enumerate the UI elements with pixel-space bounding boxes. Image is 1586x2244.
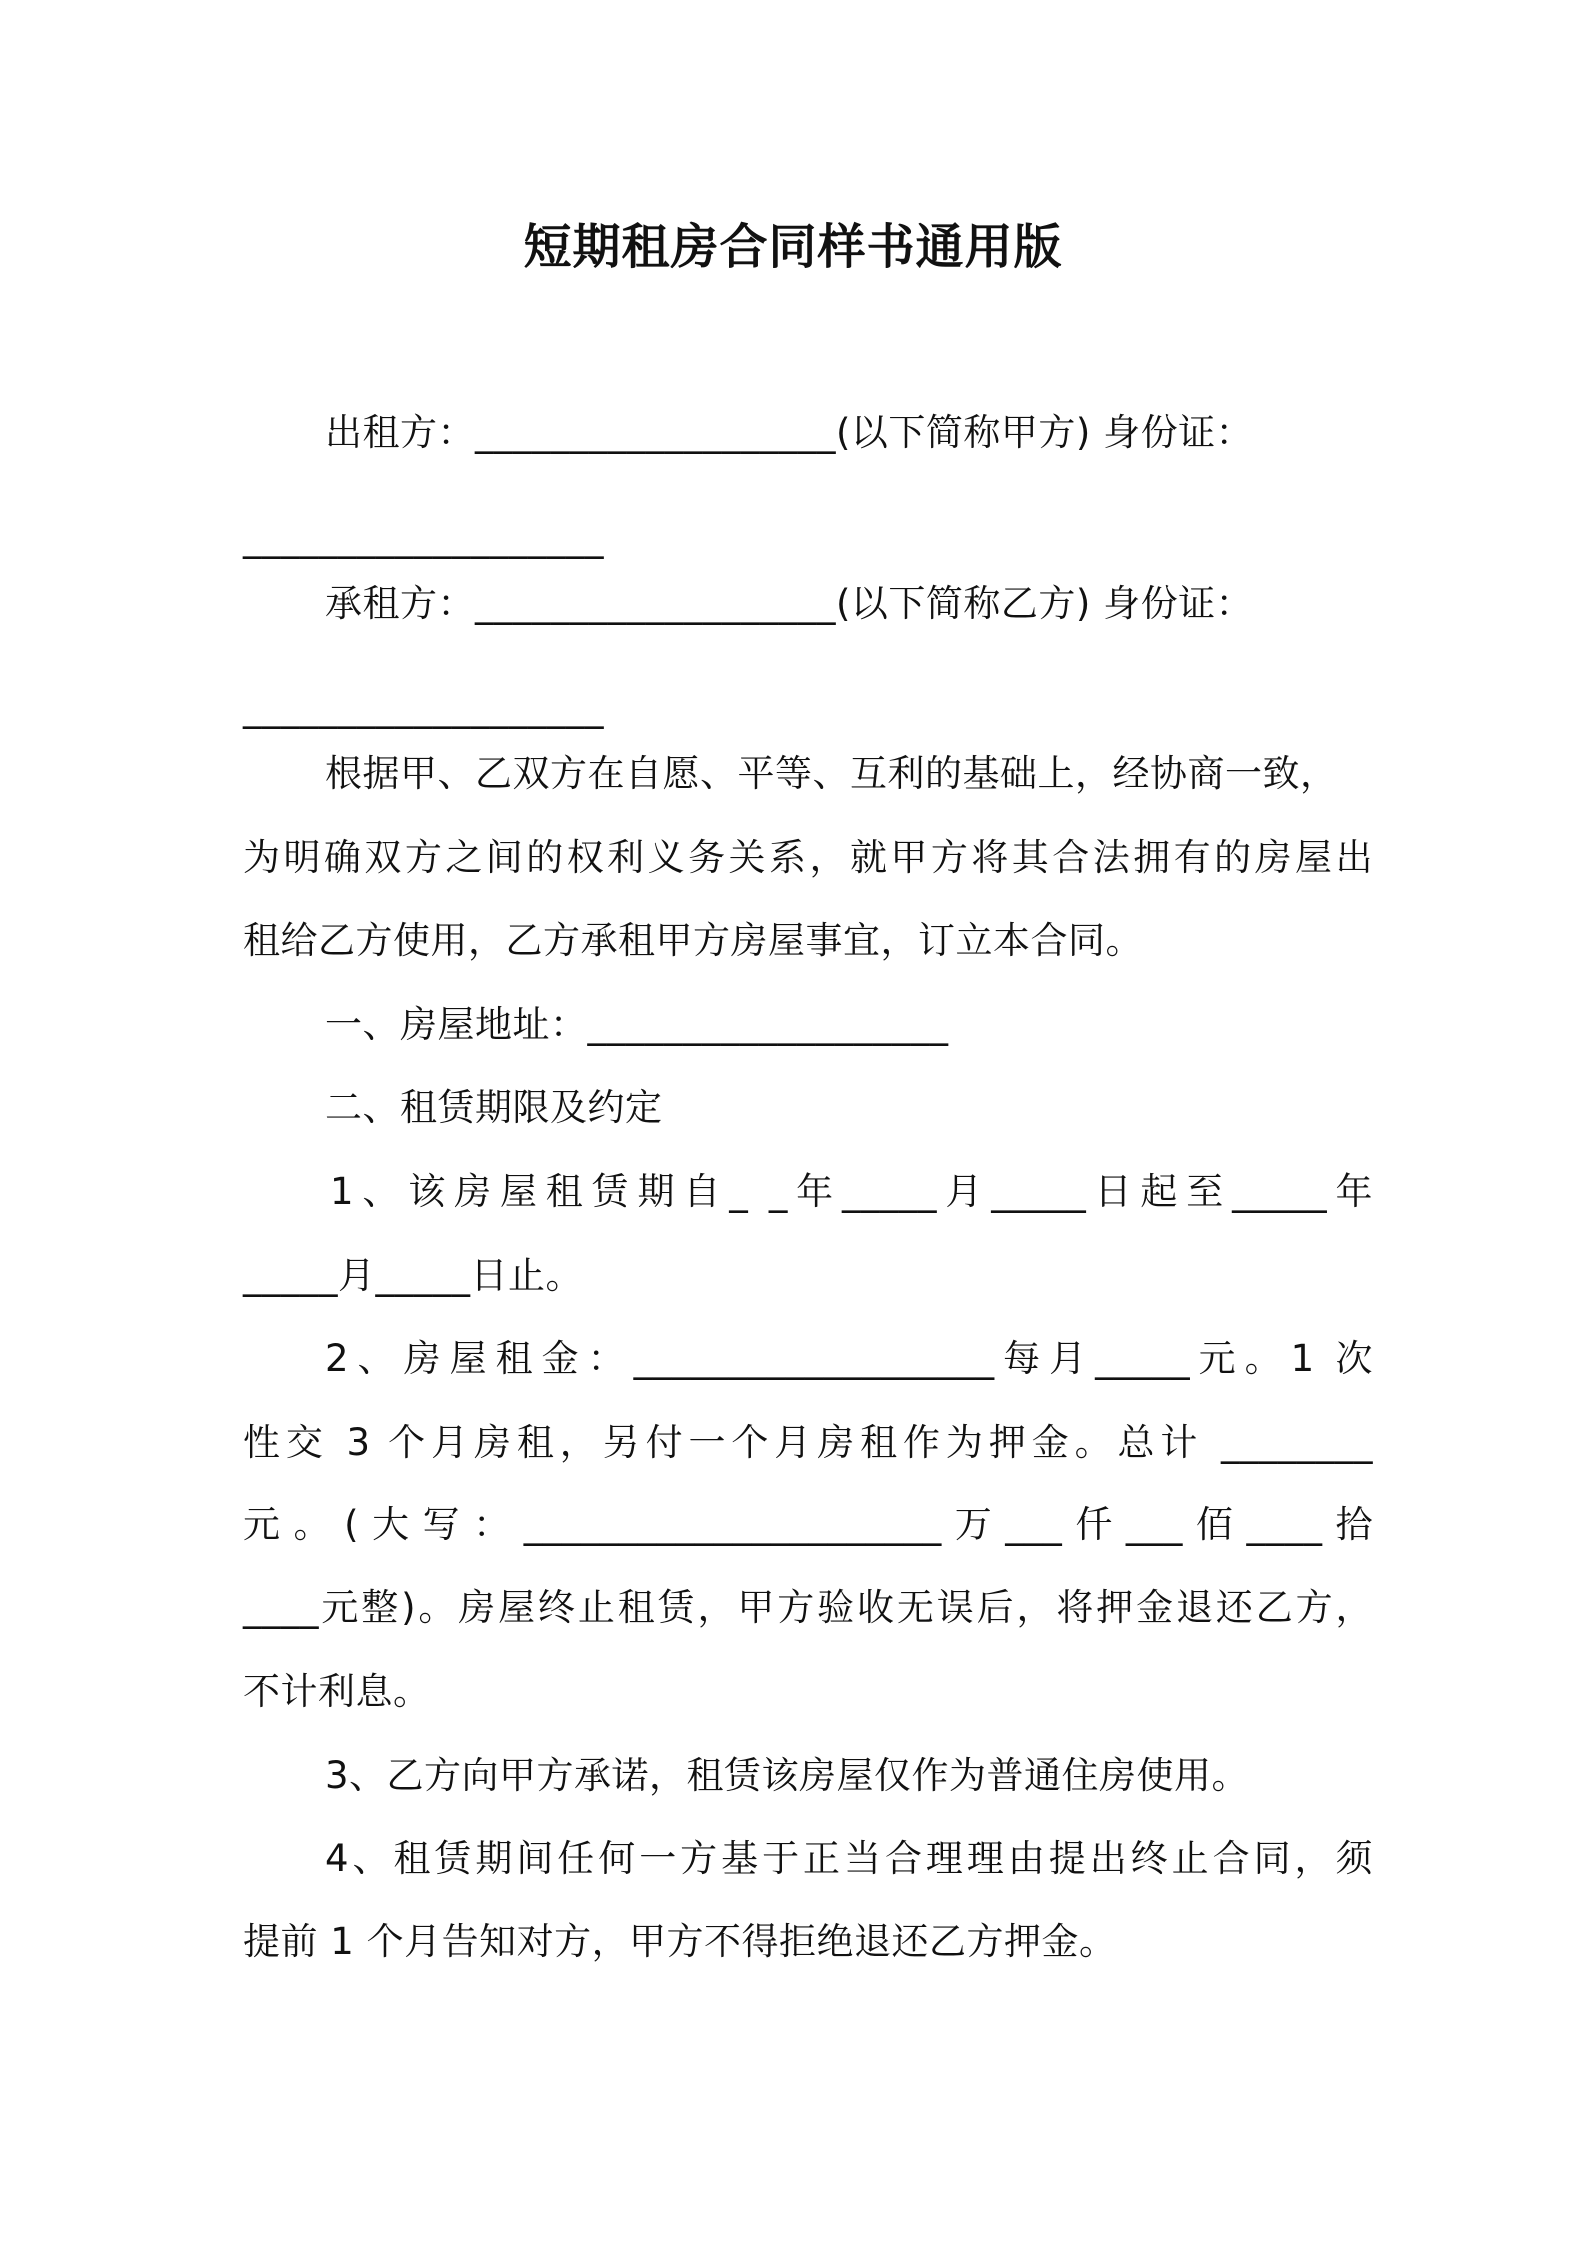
section-2-heading: 二、租赁期限及约定	[325, 1086, 663, 1129]
lessor-id-blank: ___________________	[243, 516, 604, 559]
section-1-address: 一、房屋地址：___________________	[325, 1003, 949, 1046]
preamble-line-3: 租给乙方使用，乙方承租甲方房屋事宜，订立本合同。	[243, 919, 1143, 962]
clause-2-line-5: 不计利息。	[243, 1670, 431, 1713]
clause-2-line-4: ____元整)。房屋终止租赁，甲方验收无误后，将押金退还乙方，	[243, 1586, 1373, 1629]
clause-2-line-1: 2、房屋租金：___________________每月_____元。1 次	[325, 1337, 1373, 1380]
clause-1-line-1: 1、该房屋租赁期自_ _年_____月_____日起至_____年	[330, 1170, 1373, 1213]
clause-2-line-3: 元。(大写：______________________万___仟___佰____拾	[243, 1503, 1373, 1546]
lessor-line: 出租方：___________________(以下简称甲方) 身份证：	[325, 411, 1254, 454]
preamble-line-1: 根据甲、乙双方在自愿、平等、互利的基础上，经协商一致，	[325, 752, 1338, 795]
clause-4-line-2: 提前 1 个月告知对方，甲方不得拒绝退还乙方押金。	[243, 1920, 1117, 1963]
lessee-line: 承租方：___________________(以下简称乙方) 身份证：	[325, 582, 1254, 625]
clause-2-line-2: 性交 3 个月房租，另付一个月房租作为押金。总计 ________	[243, 1421, 1373, 1464]
clause-3: 3、乙方向甲方承诺，租赁该房屋仅作为普通住房使用。	[325, 1754, 1250, 1797]
document-title: 短期租房合同样书通用版	[523, 219, 1063, 275]
clause-4-line-1: 4、租赁期间任何一方基于正当合理理由提出终止合同，须	[325, 1837, 1373, 1880]
preamble-line-2: 为明确双方之间的权利义务关系，就甲方将其合法拥有的房屋出	[243, 836, 1373, 879]
clause-1-line-2: _____月_____日止。	[243, 1254, 583, 1297]
lessee-id-blank: ___________________	[243, 686, 604, 729]
